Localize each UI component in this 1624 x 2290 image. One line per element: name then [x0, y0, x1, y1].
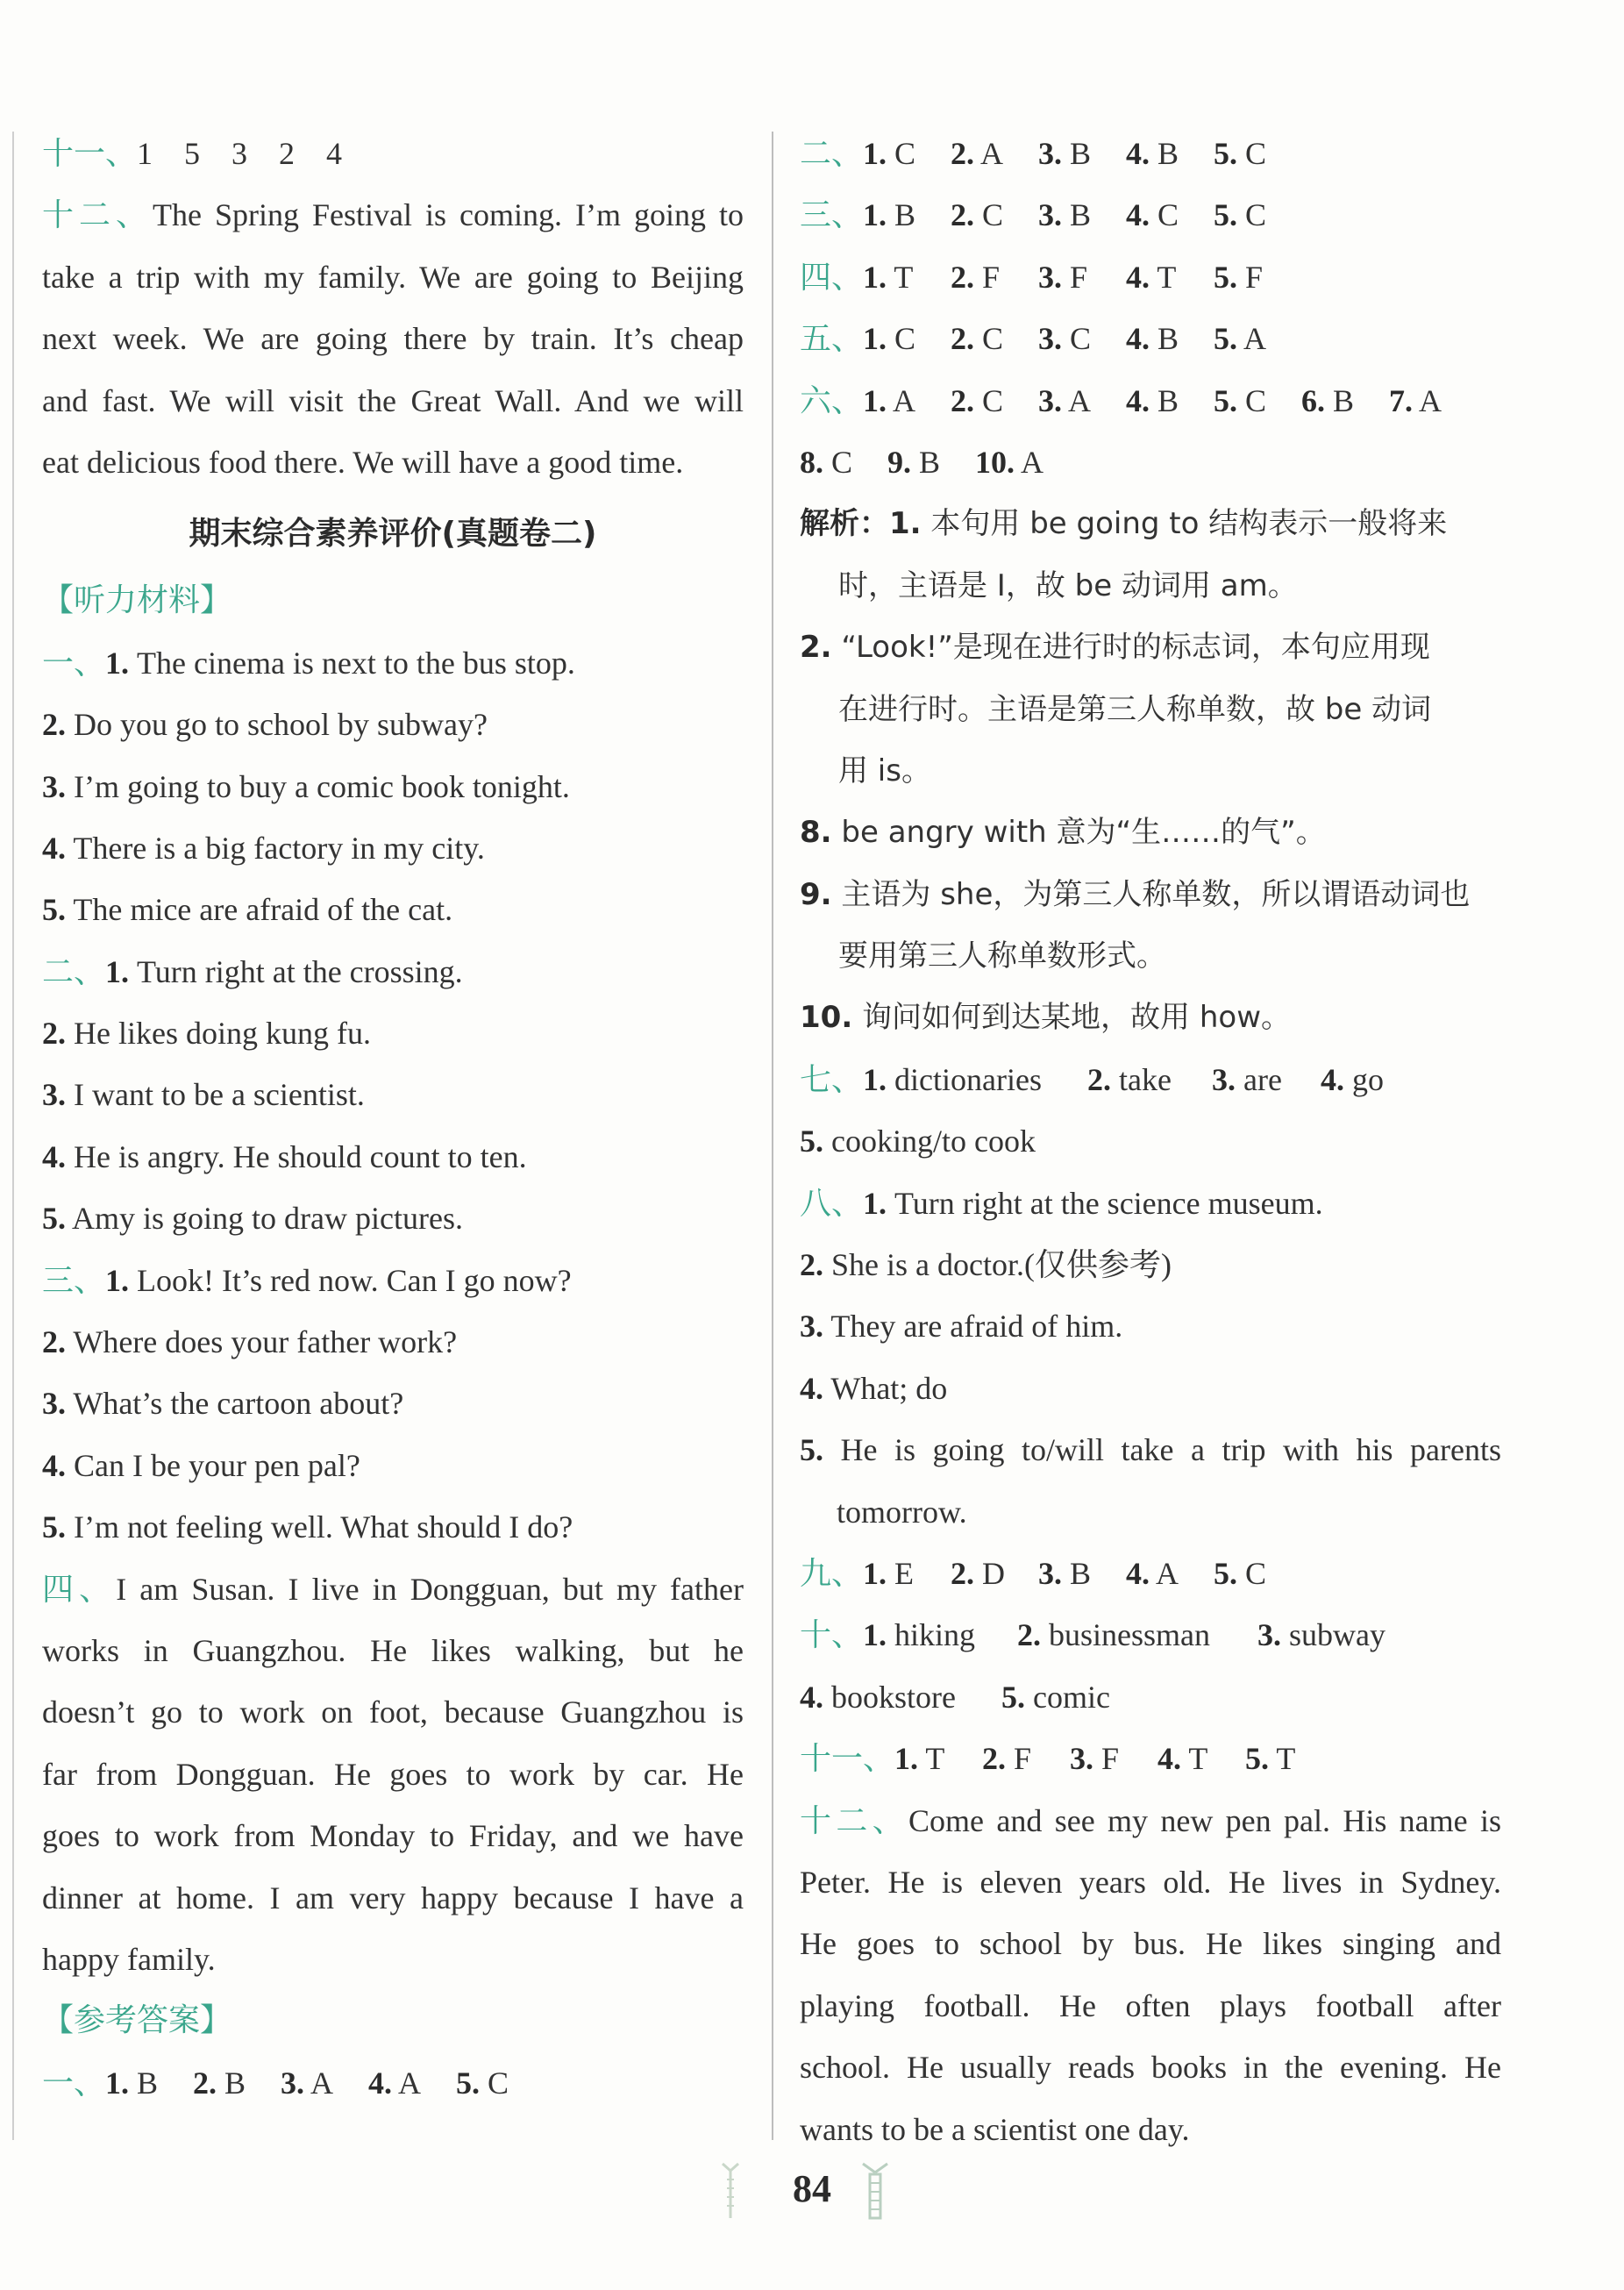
left-edge-line	[12, 132, 14, 2140]
answer-section-8: 八、1. Turn right at the science museum. 2. She is a doctor.(仅供参考) 3. They are afraid of him. 4. What; do 5. He is going to/will take a trip with his parents tomorrow.	[800, 1185, 1501, 1530]
listening-section-2: 二、1. Turn right at the crossing. 2. He likes doing kung fu. 3. I want to be a scientist. 4. He is angry. He should count to ten. 5. Amy is going to draw pictures.	[42, 953, 527, 1237]
section-title: 期末综合素养评价(真题卷二)	[189, 516, 597, 553]
answer-row-10: 十、1. hiking 2. businessman 3. subway	[800, 1617, 1386, 1654]
right-column	[800, 123, 1501, 2160]
answer-row-11: 十一、1 5 3 2 4	[42, 136, 343, 172]
answer-row-7-cont: 5. cooking/to cook	[800, 1124, 1036, 1159]
answer-row-6-cont: 8. C 9. B 10. A	[800, 444, 1044, 480]
answer-row-11-right: 十一、1. T 2. F 3. F 4. T 5. T	[800, 1741, 1296, 1778]
column-divider	[772, 132, 773, 2140]
passage-12: 十二、The Spring Festival is coming. I’m going to take a trip with my family. We are going to Beijing next week. We are going there by train. It’s cheap and fast. We will visit the Great Wall. And we will eat delicious food there. We will have a good time.	[42, 197, 744, 480]
left-column	[42, 123, 744, 2114]
answer-row-4: 四、1. T 2. F 3. F 4. T 5. F	[800, 259, 1264, 296]
answer-row-7: 七、1. dictionaries 2. take 3. are 4. go	[800, 1061, 1385, 1098]
page-footer	[0, 2166, 1624, 2211]
listening-section-3: 三、1. Look! It’s red now. Can I go now? 2. Where does your father work? 3. What’s the cartoon about? 4. Can I be your pen pal? 5. I’m not feeling well. What should I do?	[42, 1262, 573, 1545]
listening-passage-4: 四、I am Susan. I live in Dongguan, but my father works in Guangzhou. He likes walking, but he doesn’t go to work on foot, because Guangzhou is far from Dongguan. He goes to work by car. He goes to work from Monday to Friday, and we have dinner at home. I am very happy because I have a happy family.	[42, 1571, 744, 1977]
answer-row-1: 一、1. B 2. B 3. A 4. A 5. C	[42, 2065, 509, 2101]
analysis-block: 解析：1. 本句用 be going to 结构表示一般将来 时，主语是 I，故 be 动词用 am。 2. “Look!”是现在进行时的标志词，本句应用现 在进行时。主语是第三人称单数，故 be 动词 用 is。 8. be angry with 意为“生……的气”。 9. 主语为 she，为第三人称单数，所以谓语动词也 要用第三人称单数形式。 10. 询问如何到达某地，故用 how。	[800, 506, 1471, 1036]
page-number: 84	[793, 2167, 831, 2210]
answer-row-10-cont: 4. bookstore 5. comic	[800, 1679, 1110, 1715]
right-ornament-icon	[856, 2162, 894, 2223]
answer-row-6: 六、1. A 2. C 3. A 4. B 5. C 6. B 7. A	[800, 382, 1442, 419]
answer-row-5: 五、1. C 2. C 3. C 4. B 5. A	[800, 321, 1267, 358]
answers-label: 【参考答案】	[42, 2002, 232, 2039]
answer-row-3: 三、1. B 2. C 3. B 4. C 5. C	[800, 197, 1267, 234]
answer-row-2: 二、1. C 2. A 3. B 4. B 5. C	[800, 136, 1267, 172]
answer-row-9: 九、1. E 2. D 3. B 4. A 5. C	[800, 1555, 1267, 1592]
listening-label: 【听力材料】	[42, 582, 232, 619]
listening-section-1: 一、1. The cinema is next to the bus stop. 2. Do you go to school by subway? 3. I’m going to buy a comic book tonight. 4. There is a big factory in my city. 5. The mice are afraid of the cat.	[42, 645, 575, 928]
answer-passage-12: 十二、Come and see my new pen pal. His name is Peter. He is eleven years old. He lives in Sydney. He goes to school by bus. He likes singing and playing football. He often plays football after school. He usually reads books in the evening. He wants to be a scientist one day.	[800, 1802, 1501, 2147]
